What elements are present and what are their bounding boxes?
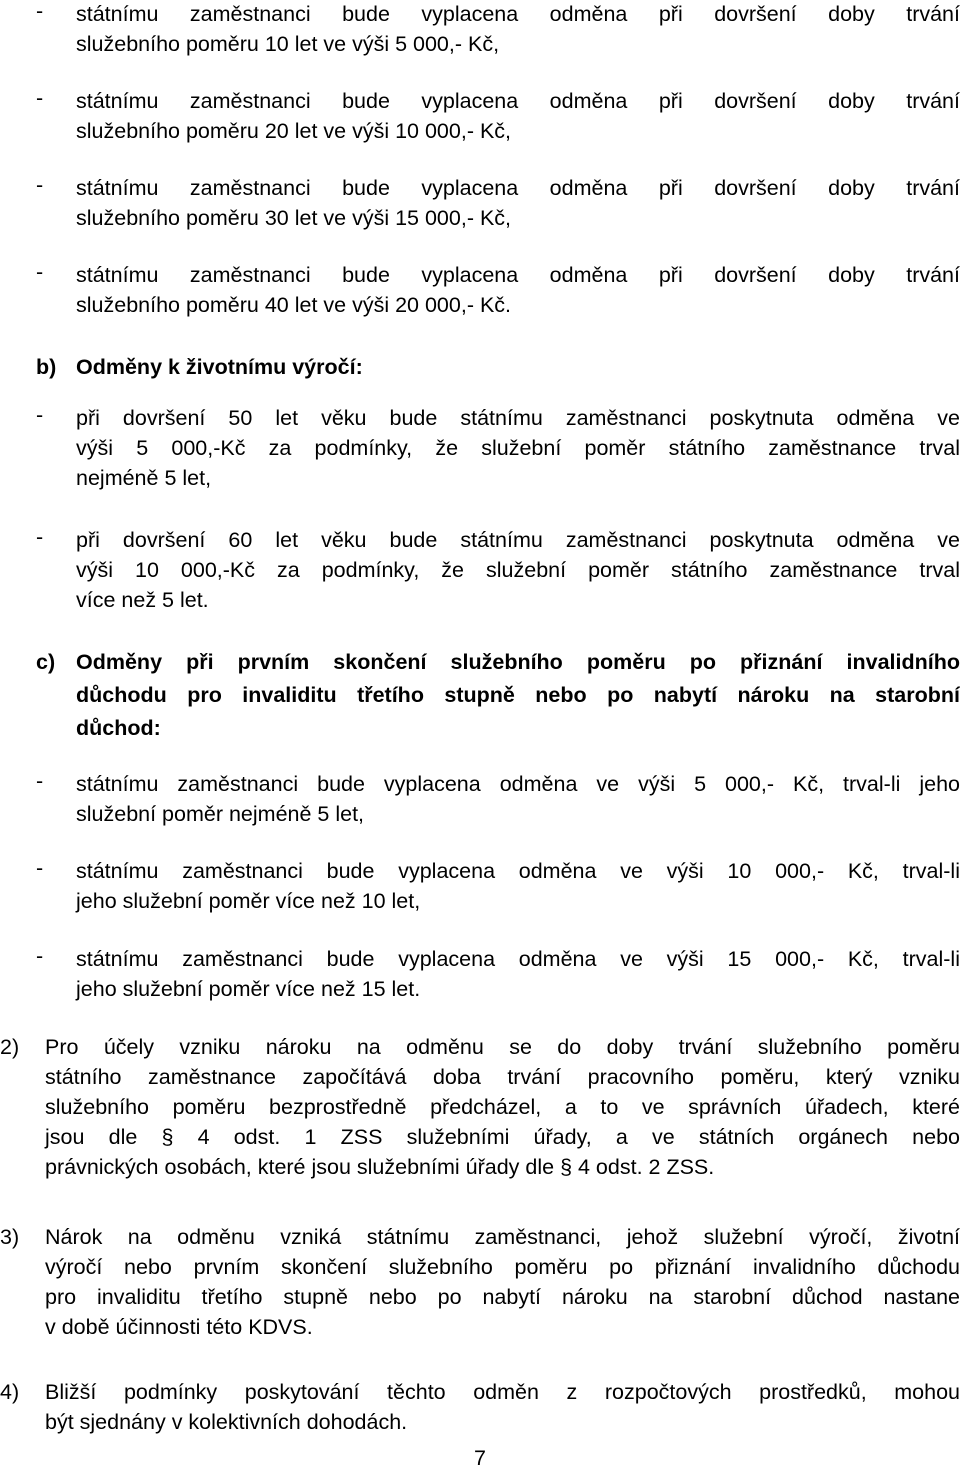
list-dash: - [36,525,44,549]
list-dash: - [36,856,44,880]
section-marker: c) [36,650,56,674]
list-dash: - [36,944,44,968]
list-item-text: státnímu zaměstnanci bude vyplacena odměna při dovršení doby trvání služebního poměru 10 let ve výši 5 000,- Kč, [76,2,960,56]
list-dash: - [36,403,44,427]
section-title: Odměny k životnímu výročí: [76,355,363,379]
section-title: Odměny při prvním skončení služebního poměru po přiznání invalidního důchodu pro invaliditu třetího stupně nebo po nabytí nároku na starobní důchod: [76,650,960,740]
list-item-text: státnímu zaměstnanci bude vyplacena odměna ve výši 5 000,- Kč, trval-li jeho služební poměr nejméně 5 let, [76,772,960,826]
list-item-text: při dovršení 50 let věku bude státnímu zaměstnanci poskytnuta odměna ve výši 5 000,-Kč za podmínky, že služební poměr státního zaměstnance trval nejméně 5 let, [76,406,960,490]
list-dash: - [36,769,44,793]
section-marker: b) [36,355,57,379]
list-item-text: při dovršení 60 let věku bude státnímu zaměstnanci poskytnuta odměna ve výši 10 000,-Kč za podmínky, že služební poměr státního zaměstnance trval více než 5 let. [76,528,960,612]
list-item-text: státnímu zaměstnanci bude vyplacena odměna při dovršení doby trvání služebního poměru 40 let ve výši 20 000,- Kč. [76,263,960,317]
paragraph-number: 3) [0,1225,20,1249]
list-dash: - [36,0,44,23]
list-item-text: státnímu zaměstnanci bude vyplacena odměna při dovršení doby trvání služebního poměru 20 let ve výši 10 000,- Kč, [76,89,960,143]
paragraph-number: 4) [0,1380,20,1404]
list-item-text: státnímu zaměstnanci bude vyplacena odměna ve výši 15 000,- Kč, trval-li jeho služební poměr více než 15 let. [76,947,960,1001]
list-dash: - [36,86,44,110]
list-dash: - [36,173,44,197]
list-dash: - [36,260,44,284]
paragraph-text: Bližší podmínky poskytování těchto odměn z rozpočtových prostředků, mohou být sjednány v kolektivních dohodách. [45,1380,960,1434]
paragraph-text: Nárok na odměnu vzniká státnímu zaměstnanci, jehož služební výročí, životní výročí nebo prvním skončení služebního poměru po přiznání invalidního důchodu pro invaliditu třetího stupně nebo po nabytí nároku na starobní důchod nastane v době účinnosti této KDVS. [45,1225,960,1339]
paragraph-text: Pro účely vzniku nároku na odměnu se do doby trvání služebního poměru státního zaměstnance započítává doba trvání pracovního poměru, který vzniku služebního poměru bezprostředně předcházel, a to ve správních úřadech, které jsou dle § 4 odst. 1 ZSS služebními úřady, a ve státních orgánech nebo právnických osobách, které jsou služebními úřady dle § 4 odst. 2 ZSS. [45,1035,960,1179]
list-item-text: státnímu zaměstnanci bude vyplacena odměna při dovršení doby trvání služebního poměru 30 let ve výši 15 000,- Kč, [76,176,960,230]
page-number: 7 [474,1446,486,1470]
paragraph-number: 2) [0,1035,20,1059]
list-item-text: státnímu zaměstnanci bude vyplacena odměna ve výši 10 000,- Kč, trval-li jeho služební poměr více než 10 let, [76,859,960,913]
